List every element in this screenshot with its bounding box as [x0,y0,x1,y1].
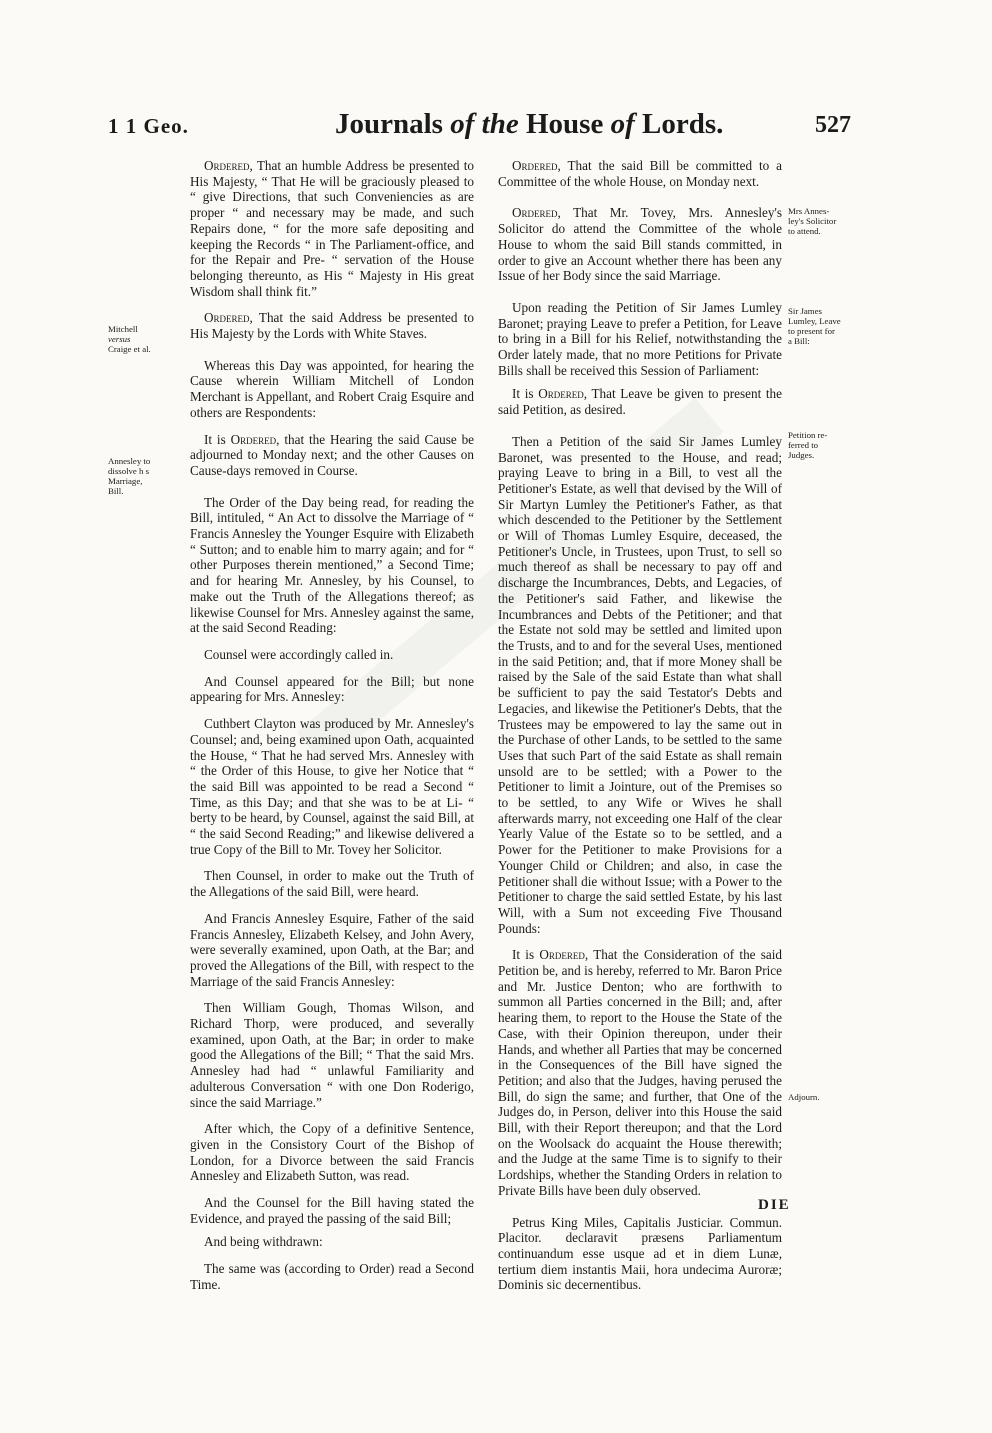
paragraph-text: That the said Bill be committed to a Committee of the whole House, on Monday next. [498,158,782,189]
margin-note-line: Lumley, Leave [788,316,841,326]
paragraph: Petrus King Miles, Capitalis Justiciar. Commun. Placitor. declaravit præsens Parliamentum continuandum esse usque ad et in diem Lunæ, tertium diem instantis Maii, hora undecima Auroræ; Dominis sic decernentibus. [498,1214,782,1293]
page-number: 527 [815,112,851,138]
paragraph-text: That Leave be given to present the said Petition, as desired. [498,386,783,418]
ordered-lead: Ordered, [512,158,561,173]
paragraph: And Counsel appeared for the Bill; but none appearing for Mrs. Annesley: [190,673,474,705]
right-column [498,158,782,1293]
paragraph [190,432,474,479]
paragraph: Cuthbert Clayton was produced by Mr. Annesley's Counsel; and, being examined upon Oath, acquainted the House, “ That he had served Mrs. Annesley with “ the Order of this House, to give her Notice that “ the said Bill was appointed to be read a Second “ Time, as this Day; and that she was to be at Li- “ berty to be heard, by Counsel, against the said Bill, at “ the said Second Reading;” and likewise delivered a true Copy of the Bill to Mr. Tovey her Solicitor. [190,716,474,857]
margin-note-adjourn [788,1092,854,1102]
reign-label: 1 1 Geo. [108,114,189,138]
paragraph: After which, the Copy of a definitive Sentence, given in the Consistory Court of the Bishop of London, for a Divorce between the said Francis Annesley and Elizabeth Sutton, was read. [190,1121,474,1184]
paragraph: The Order of the Day being read, for reading the Bill, intituled, “ An Act to dissolve the Marriage of “ Francis Annesley the Younger Esquire with Elizabeth “ Sutton; and to enable him to marry again; and for “ other Purposes therein mentioned,” a Second Time; and for hearing Mr. Annesley, by his Counsel, to make out the Truth of the Allegations thereof; as likewise Counsel for Mrs. Annesley against the same, at the said Second Reading: [190,494,474,636]
paragraph-text: That an humble Address be presented to His Majesty, “ That He will be graciously pleased to “ give Directions, that such Conveniencies as are proper “ and necessary may be made, and such Repairs done, “ for the more safe depositing and keeping the Records “ in The Parliament-office, and for the Repair and Pre- “ servation of the House belonging thereunto, as His “ Majesty in His great Wisdom shall think fit.” [190,158,474,299]
margin-note-mitchell [108,324,184,354]
paragraph: The same was (according to Order) read a Second Time. [190,1261,474,1292]
paragraph-text: It is [204,431,226,447]
margin-note-line: dissolve h s [108,466,150,476]
title-word: of [610,108,635,140]
margin-note-line: Petition re- [788,430,828,440]
paragraph-text: That the Consideration of the said Petition be, and is hereby, referred to Mr. Baron Price and Mr. Justice Denton; who are forthwith to summon all Parties concerned in the Bill; and, after hearing them, to report to the House the State of the Case, with their Opinion thereupon, under their Hands, and whether all Parties that may be concerned in the Consequences of the Bill have signed the Petition; and also that the Judges, having perused the Bill, do sign the same; and further, that One of the Judges do, in Person, deliver into this House the said Bill, with their Report thereupon; and that the Lord on the Woolsack do acquaint the House therewith; and the Judge at the same Time is to signify to their Lordships, whether the Standing Orders in relation to Private Bills have been duly observed. [498,947,783,1198]
paragraph [190,158,474,299]
margin-note-line: Craige et al. [108,344,151,354]
ordered-lead: Ordered, [230,431,280,447]
margin-note-annesley [108,456,184,496]
paragraph [190,310,474,341]
page-header [0,108,992,154]
title-word: Journals [335,108,443,140]
ordered-lead: Ordered, [204,158,253,173]
paragraph-text: That Mr. Tovey, Mrs. Annesley's Solicitor do attend the Committee of the whole House to whom the said Bill stands committed, in order to give an Account whether there has been any Issue of her Body since the said Marriage. [498,205,782,284]
margin-note-lumley-leave [788,306,854,346]
paragraph-text: that the Hearing the said Cause be adjourned to Monday next; and the other Causes on Cause-days removed in Course. [190,431,475,478]
title-word: Lords. [641,108,724,140]
ordered-lead: Ordered, [539,947,589,963]
paragraph [498,947,782,1198]
paragraph-text: It is [512,947,535,963]
margin-note-line: versus [108,334,131,344]
margin-note-line: to attend. [788,226,821,236]
margin-note-line: Mitchell [108,324,138,334]
ordered-lead: Ordered, [512,205,561,221]
margin-note-line: to present for [788,326,835,336]
margin-note-line: Bill. [108,486,124,496]
margin-note-line: ley's Solicitor [788,216,837,226]
margin-note-line: Mrs Annes- [788,206,830,216]
title-word: the [481,108,519,140]
paragraph: Counsel were accordingly called in. [204,646,394,662]
journal-title [335,108,723,141]
margin-note-line: Judges. [788,450,815,460]
margin-note-line: a Bill: [788,336,810,346]
margin-note-petition [788,430,854,460]
title-word: of [450,108,475,140]
margin-note-line: Marriage, [108,476,143,486]
paragraph: Whereas this Day was appointed, for hearing the Cause wherein William Mitchell of London Merchant is Appellant, and Robert Craig Esquire and others are Respondents: [190,357,474,420]
paragraph [498,205,782,284]
paragraph: Upon reading the Petition of Sir James Lumley Baronet; praying Leave to prefer a Petition, for Leave to bring in a Bill for his Relief, notwithstanding the Order lately made, that no more Petitions for Private Bills shall be received this Session of Parliament: [498,299,782,378]
paragraph: Then Counsel, in order to make out the Truth of the Allegations of the said Bill, were heard. [190,868,474,900]
paragraph [498,386,782,417]
margin-note-line: ferred to [788,440,819,450]
paragraph: Then William Gough, Thomas Wilson, and Richard Thorp, were produced, and severally examined, upon Oath, at the Bar; in order to make good the Allegations of the Bill; “ That the said Mrs. Annesley had had “ unlawful Familiarity and adulterous Conversation “ with one Don Roderigo, since the said Marriage.” [190,1000,474,1110]
paragraph: And Francis Annesley Esquire, Father of the said Francis Annesley, Elizabeth Kelsey, and John Avery, were severally examined, upon Oath, at the Bar; and proved the Allegations of the Bill, with respect to the Marriage of the said Francis Annesley: [190,910,474,989]
margin-note-line: Annesley to [108,456,151,466]
paragraph-text: That the said Address be presented to His Majesty by the Lords with White Staves. [190,310,474,342]
paragraph [498,158,782,189]
paragraph: And the Counsel for the Bill having stated the Evidence, and prayed the passing of the said Bill; [190,1195,474,1226]
margin-note-mrs-annesley [788,206,854,236]
paragraph: Then a Petition of the said Sir James Lumley Baronet, was presented to the House, and read; praying Leave to bring in a Bill, to vest all the Petitioner's Estate, as well that devised by the Will of Sir Martyn Lumley the Petitioner's Father, as that which descended to the Petitioner by the Settlement or Will of Thomas Lumley Esquire, deceased, the Petitioner's Uncle, in Trustees, upon Trust, to sell so much thereof as shall be necessary to pay off and discharge the Incumbrances, Debts, and Legacies, of the Petitioner's said Father, and likewise the Incumbrances and Debts of the Petitioner; and that the Estate not sold may be settled and limited upon the Trusts, and to and for the several Uses, mentioned in the said Petition; and, that if more Money shall be raised by the Sale of the said Estate than what shall be sufficient to pay the said Testator's Debts and Legacies, and likewise the Petitioner's Debts, that the Trustees may be empowered to lay the same out in the Purchase of other Lands, to be settled to the same Uses that such Part of the said Estate as shall remain unsold are to be settled; with a Power to the Petitioner to limit a Jointure, out of the Premises so to be settled, to any Wife or Wives he shall afterwards marry, not exceeding one Half of the clear Yearly Value of the Estate so to be settled, and a Power for the Petitioner to make Provisions for a Younger Child or Children; and also, in case the Petitioner shall die without Issue; with a Power to the Petitioner to charge the said settled Estate, by his last Will, with a Sum not exceeding Five Thousand Pounds: [498,433,782,936]
margin-note-line: Adjourn. [788,1092,820,1102]
left-column [190,158,474,1293]
title-word: House [525,108,604,140]
ordered-lead: Ordered, [204,310,253,326]
paragraph-text: It is [512,386,534,402]
catchword: DIE [758,1197,791,1213]
paragraph: And being withdrawn: [204,1234,323,1250]
margin-note-line: Sir James [788,306,822,316]
ordered-lead: Ordered, [538,386,588,402]
